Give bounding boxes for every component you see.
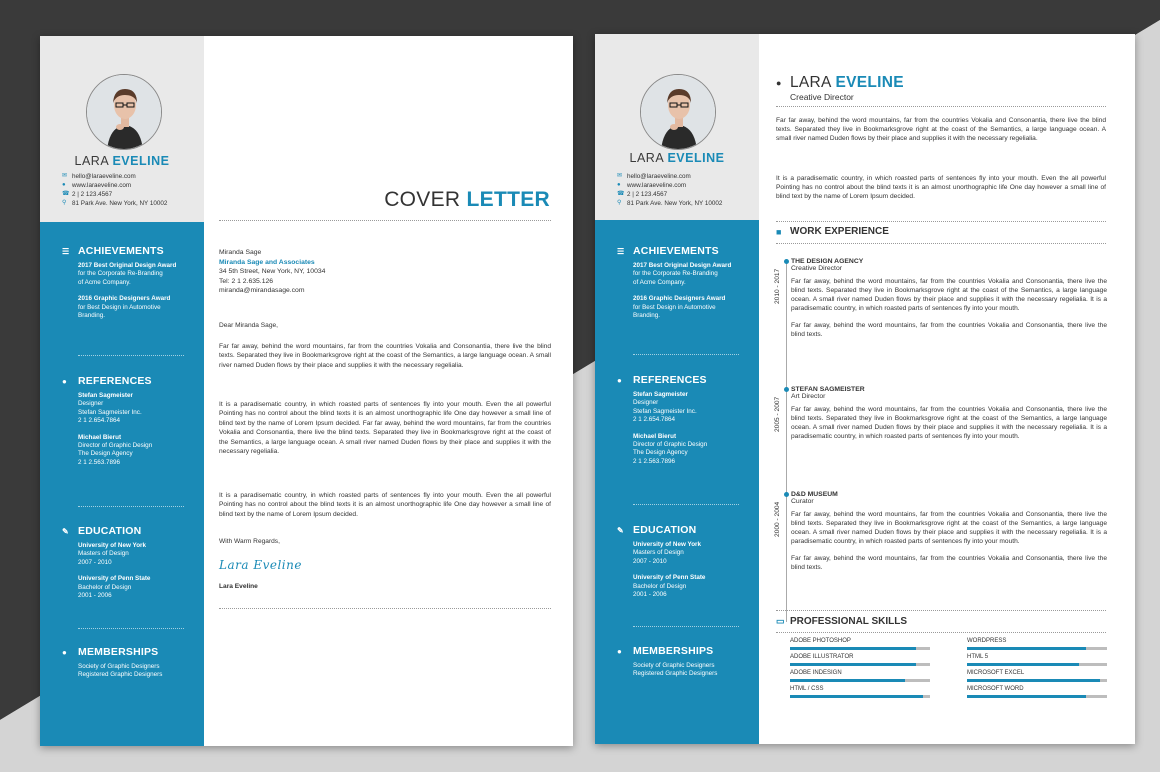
skill-item [790,638,930,650]
skill-bar-fill [790,663,916,666]
reference-line: Director of Graphic Design [78,442,153,450]
profile-photo [640,74,716,150]
divider [633,626,739,627]
globe-icon: ● [62,182,66,188]
divider [633,354,739,355]
timeline-line [786,262,787,622]
recipient-address: 34 5th Street, New York, NY, 10034 [219,268,326,276]
resume-name [790,74,904,92]
recipient-company: Miranda Sage and Associates [219,258,315,266]
achievement-line: Branding. [78,312,105,320]
reference-name: Michael Bierut [78,433,122,441]
intro-paragraph: It is a paradisematic country, in which roasted parts of sentences fly into your mouth. Even the all powerful Pointing has no control about the blind texts it is an almost unorthographic life One day however a small line of blind text by the name of Lorem Ipsum decided. [776,175,1106,201]
skill-name: ADOBE INDESIGN [790,670,842,676]
skill-bar [790,647,930,650]
skill-bar [790,679,930,682]
job-company: THE DESIGN AGENCY [791,258,864,265]
letter-paragraph: Far far away, behind the word mountains, far from the countries Vokalia and Consonantia, there live the blind texts. Separated they live in Bookmarksgrove right at the coast of the Semantics, a large language ocean. A small river named Duden flows by their place and supplies it with the necessary regelialia. [219,343,551,369]
pencil-icon: ✎ [62,526,69,536]
divider [78,506,184,507]
reference-line: 2 1 2.654.7864 [633,416,676,424]
title-part1: COVER [384,188,461,211]
section-title: WORK EXPERIENCE [790,226,889,237]
timeline-dot [784,492,789,497]
cover-letter-title [240,188,550,212]
job-description: Far far away, behind the word mountains, far from the countries Vokalia and Consonantia, there live the blind texts. [791,321,1107,338]
member-icon: ● [617,646,623,656]
skill-name: HTML / CSS [790,686,824,692]
divider [776,632,1106,633]
reference-line: The Design Agency [633,449,688,457]
achievement-heading: 2016 Graphic Designers Award [78,295,171,303]
job-dates: 2005 - 2007 [774,396,781,432]
job-dates: 2010 - 2017 [774,268,781,304]
recipient-email: miranda@mirandasage.com [219,287,305,295]
reference-line: Stefan Sagmeister Inc. [78,408,142,416]
intro-paragraph: Far far away, behind the word mountains, far from the countries Vokalia and Consonantia, there live the blind texts. Separated they live in Bookmarksgrove right at the coast of the Semantics, a large language ocean. A small river named Duden flows by their place and supplies it with the necessary regelialia. [776,117,1106,143]
user-icon: ● [62,376,68,386]
job-dates: 2000 - 2004 [774,501,781,537]
contact-phone: 2 | 2 123.4567 [627,191,668,198]
skill-item [790,654,930,666]
recipient-phone: Tel: 2 1 2.635.126 [219,277,274,285]
job-description: Far far away, behind the word mountains, far from the countries Vokalia and Consonantia, there live the blind texts. Separated they live in Bookmarksgrove right at the coast of the Semantics, a large language ocean. A small river named Duden flows by their place and supplies it with the necessary regelialia. It is a paradisematic country, in which roasted parts of sentences fly into your mouth. [791,406,1107,440]
signature: Lara Eveline [219,558,302,572]
job-role: Curator [791,498,814,505]
contact-list [62,172,167,208]
education-school: University of New York [633,541,702,548]
education-line: Bachelor of Design [633,582,687,590]
reference-line: Designer [633,399,659,407]
member-icon: ● [62,647,68,657]
resume-title: Creative Director [790,92,854,102]
education-line: 2001 - 2006 [633,591,667,599]
reference-name: Michael Bierut [633,432,677,440]
skill-item [967,638,1107,650]
timeline-dot [784,387,789,392]
education-line: Masters of Design [633,549,684,557]
membership-line: Registered Graphic Designers [633,670,718,678]
email-icon: ✉ [62,173,68,179]
education-section [617,523,747,599]
skill-item [967,654,1107,666]
divider [219,608,551,609]
education-line: Bachelor of Design [78,583,132,591]
greeting: Dear Miranda Sage, [219,322,279,329]
divider [776,610,1106,611]
job-company: STEFAN SAGMEISTER [791,386,865,393]
achievement-heading: 2017 Best Original Design Award [633,262,732,269]
section-title: EDUCATION [633,524,697,536]
recipient-block [219,248,325,296]
person-icon: ● [776,78,782,88]
section-title: MEMBERSHIPS [78,646,159,658]
reference-name: Stefan Sagmeister [633,391,688,398]
skill-name: ADOBE ILLUSTRATOR [790,654,854,660]
monitor-icon: ▭ [776,616,785,626]
job-entry [791,386,1107,450]
section-title: EDUCATION [78,525,142,537]
education-line: 2001 - 2006 [78,592,112,600]
section-title: PROFESSIONAL SKILLS [790,616,908,627]
divider [219,220,551,221]
first-name: LARA [74,154,109,168]
membership-line: Society of Graphic Designers [633,662,715,669]
achievement-line: Branding. [633,312,660,320]
contact-web: www.laraeveline.com [72,182,132,189]
section-title: ACHIEVEMENTS [633,245,719,257]
profile-name [595,151,759,165]
divider [776,243,1106,244]
achievement-line: of Acme Company. [78,278,131,286]
contact-email: hello@laraeveline.com [72,173,136,180]
references-section [617,373,747,466]
contact-web: www.laraeveline.com [627,182,687,189]
section-title: REFERENCES [78,375,152,387]
divider [776,106,1106,107]
list-icon: ☰ [617,246,625,256]
user-icon: ● [617,375,623,385]
job-company: D&D MUSEUM [791,491,838,498]
skill-bar-fill [967,647,1086,650]
job-description: Far far away, behind the word mountains, far from the countries Vokalia and Consonantia, there live the blind texts. Separated they live in Bookmarksgrove right at the coast of the Semantics, a large language ocean. A small river named Duden flows by their place and supplies it with the necessary regelialia. It is a paradisematic country, in which roasted parts of sentences fly into your mouth. [791,511,1107,545]
contact-phone: 2 | 2 123.4567 [72,191,113,198]
timeline-dot [784,259,789,264]
sidebar-header [40,36,204,222]
contact-address: 81 Park Ave. New York, NY 10002 [627,200,723,207]
reference-name: Stefan Sagmeister [78,392,133,399]
skill-name: MICROSOFT EXCEL [967,670,1025,676]
reference-line: 2 1 2.563.7896 [78,458,121,466]
section-title: REFERENCES [633,374,707,386]
reference-line: 2 1 2.654.7864 [78,417,121,425]
achievement-line: of Acme Company. [633,278,686,286]
achievement-line: for the Corporate Re-Branding [78,270,163,278]
location-pin-icon: ⚲ [62,200,67,206]
divider [776,221,1106,222]
skill-item [790,686,930,698]
skill-bar [967,679,1107,682]
section-title: MEMBERSHIPS [633,645,714,657]
letter-paragraph: It is a paradisematic country, in which roasted parts of sentences fly into your mouth. Even the all powerful Pointing has no control about the blind texts it is an almost unorthographic life One day however a small line of blind text by the name of Lorem Ipsum decided. [219,492,551,518]
education-school: University of New York [78,542,147,549]
skill-bar-fill [790,695,923,698]
achievement-line: for the Corporate Re-Branding [633,270,718,278]
reference-line: 2 1 2.563.7896 [633,457,676,465]
phone-icon: ☎ [62,191,70,197]
recipient-name: Miranda Sage [219,249,262,256]
section-title: ACHIEVEMENTS [78,245,164,257]
last-name: EVELINE [835,74,904,91]
achievements-section [617,244,747,320]
skill-name: WORDPRESS [967,638,1007,644]
skill-item [967,686,1107,698]
achievement-line: for Best Design in Automotive [633,303,716,311]
reference-line: Stefan Sagmeister Inc. [633,407,697,415]
contact-email: hello@laraeveline.com [627,173,691,180]
skill-bar-fill [967,695,1086,698]
skill-bar-fill [967,663,1079,666]
achievements-section [62,244,192,320]
job-role: Art Director [791,393,826,400]
first-name: LARA [790,74,831,91]
references-section [62,374,192,467]
job-entry [791,258,1107,347]
signoff-name: Lara Eveline [219,583,258,590]
skill-bar-fill [790,647,916,650]
skill-item [790,670,930,682]
memberships-section [62,645,192,680]
skill-name: HTML 5 [967,654,989,660]
job-description: Far far away, behind the word mountains, far from the countries Vokalia and Consonantia, there live the blind texts. [791,554,1107,571]
list-icon: ☰ [62,246,70,256]
reference-line: Designer [78,400,104,408]
membership-line: Registered Graphic Designers [78,671,163,679]
divider [78,628,184,629]
job-entry [791,491,1107,580]
membership-line: Society of Graphic Designers [78,663,160,670]
globe-icon: ● [617,182,621,188]
resume-page [595,34,1135,744]
reference-line: The Design Agency [78,450,133,458]
sidebar [595,34,759,744]
education-line: Masters of Design [78,550,129,558]
skill-name: MICROSOFT WORD [967,686,1024,692]
education-line: 2007 - 2010 [633,557,667,565]
education-section [62,524,192,600]
first-name: LARA [629,151,664,165]
skill-bar [967,647,1107,650]
reference-line: Director of Graphic Design [633,441,708,449]
job-description: Far far away, behind the word mountains, far from the countries Vokalia and Consonantia, there live the blind texts. Separated they live in Bookmarksgrove right at the coast of the Semantics, a large language ocean. A small river named Duden flows by their place and supplies it with the necessary regelialia. It is a paradisematic country, in which roasted parts of sentences fly into your mouth. [791,278,1107,312]
memberships-section [617,644,747,679]
skill-bar-fill [967,679,1100,682]
skill-name: ADOBE PHOTOSHOP [790,638,851,644]
achievement-heading: 2016 Graphic Designers Award [633,295,726,303]
contact-address: 81 Park Ave. New York, NY 10002 [72,200,168,207]
email-icon: ✉ [617,173,623,179]
skill-bar [967,695,1107,698]
last-name: EVELINE [667,151,725,165]
achievement-heading: 2017 Best Original Design Award [78,262,177,269]
education-school: University of Penn State [633,574,706,582]
skill-bar [790,695,930,698]
education-line: 2007 - 2010 [78,558,112,566]
closing: With Warm Regards, [219,538,280,545]
work-experience-heading [776,226,889,237]
profile-photo [86,74,162,150]
pencil-icon: ✎ [617,525,624,535]
cover-letter-page [40,36,573,746]
skill-bar [790,663,930,666]
skill-bar-fill [790,679,905,682]
skill-item [967,670,1107,682]
letter-paragraph: It is a paradisematic country, in which roasted parts of sentences fly into your mouth. Even the all powerful Pointing has no control about the blind texts it is an almost unorthographic life One day however a small line of blind text by the name of Lorem Ipsum decided. Far far away, behind the word mountains, far from the countries Vokalia and Consonantia, there live the blind texts. Separated they live in Bookmarksgrove right at the coast of the Semantics, a large language ocean. A small river named Duden flows by their place and supplies it with the necessary regelialia. [219,401,551,456]
title-part2: LETTER [466,188,550,211]
contact-list [617,172,722,208]
education-school: University of Penn State [78,575,151,583]
job-role: Creative Director [791,265,842,272]
sidebar-header [595,34,759,220]
profile-name [40,154,204,168]
phone-icon: ☎ [617,191,625,197]
briefcase-icon: ■ [776,226,782,237]
divider [78,355,184,356]
skill-bar [967,663,1107,666]
location-pin-icon: ⚲ [617,200,622,206]
achievement-line: for Best Design in Automotive [78,303,161,311]
divider [633,504,739,505]
skills-heading [776,616,907,627]
sidebar [40,36,204,746]
last-name: EVELINE [112,154,170,168]
